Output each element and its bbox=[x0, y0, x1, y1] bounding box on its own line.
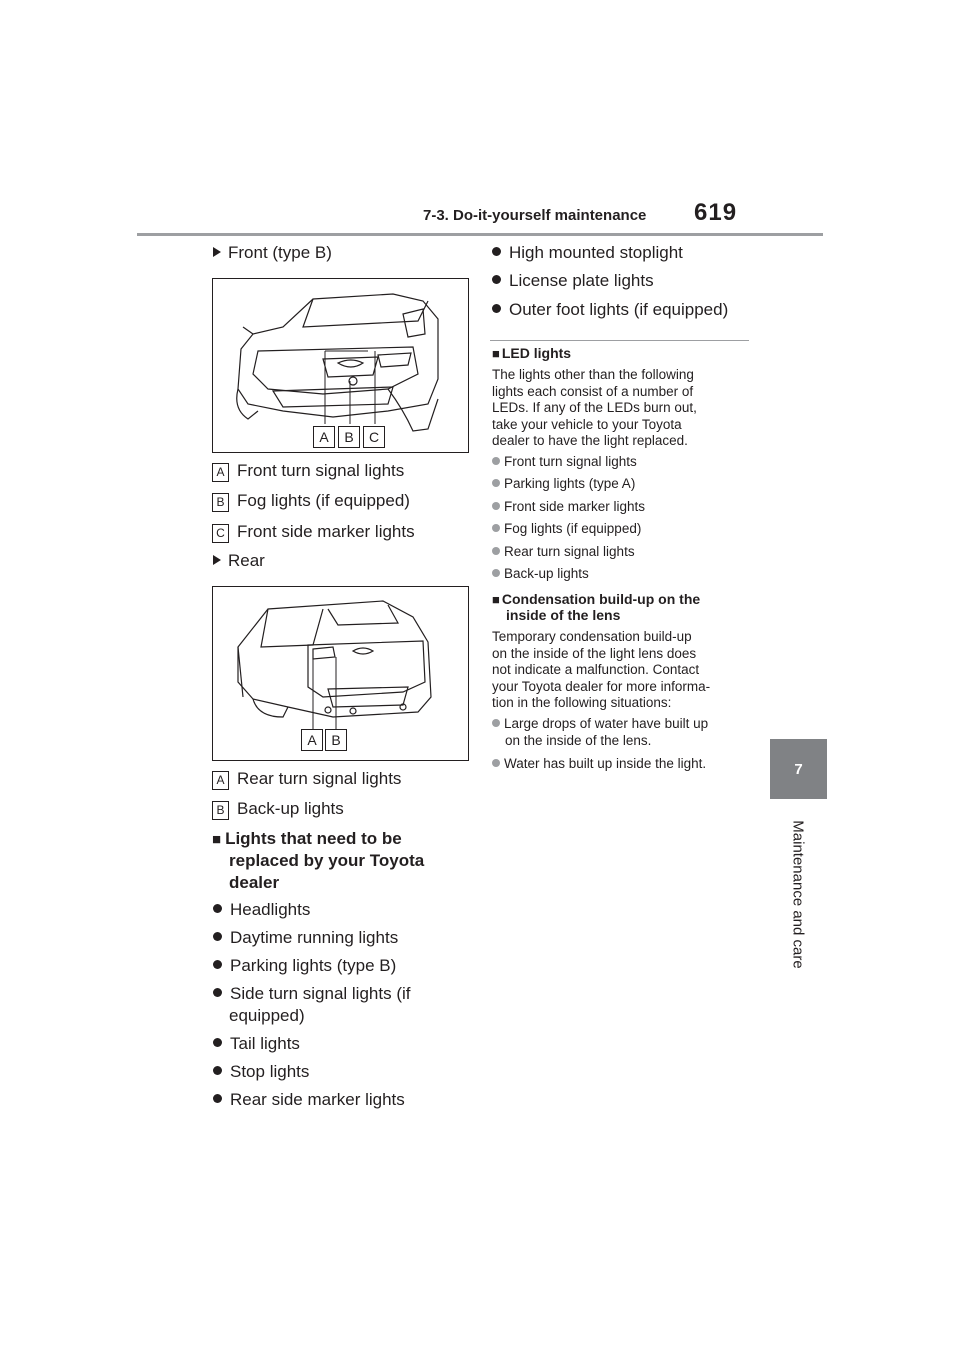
bullet-icon bbox=[492, 502, 500, 510]
bullet-icon bbox=[492, 247, 501, 256]
list-item: Parking lights (type A) bbox=[492, 476, 635, 493]
list-item: Back-up lights bbox=[492, 566, 589, 583]
callout-b: B bbox=[338, 426, 360, 448]
bullet-icon bbox=[213, 932, 222, 941]
callout-a: A bbox=[301, 729, 323, 751]
legend-item: C Front side marker lights bbox=[212, 522, 415, 543]
bullet-icon bbox=[213, 1094, 222, 1103]
dealer-heading-line3: dealer bbox=[229, 873, 280, 892]
led-paragraph: The lights other than the following lights each consist of a number of LEDs. If any of the LEDs burn out, take your vehicle to your Toyota dealer to have the light replaced. bbox=[492, 367, 697, 448]
list-item-cont: equipped) bbox=[229, 1006, 305, 1025]
list-item: Side turn signal lights (if bbox=[213, 984, 410, 1004]
bullet-icon bbox=[213, 1066, 222, 1075]
dealer-heading-line2: replaced by your Toyota bbox=[229, 851, 425, 870]
list-item: Water has built up inside the light. bbox=[492, 756, 706, 773]
legend-item: B Fog lights (if equipped) bbox=[212, 491, 410, 512]
condensation-heading: ■ Condensation build-up on the bbox=[492, 591, 701, 607]
bullet-icon bbox=[492, 524, 500, 532]
list-item: Large drops of water have built up bbox=[492, 716, 708, 733]
square-bullet-icon: ■ bbox=[492, 592, 500, 607]
header-divider bbox=[137, 233, 823, 236]
bullet-icon bbox=[492, 479, 500, 487]
page-number: 619 bbox=[694, 199, 738, 226]
rear-heading: Rear bbox=[213, 551, 265, 571]
list-item: Fog lights (if equipped) bbox=[492, 521, 641, 538]
section-title: 7-3. Do-it-yourself maintenance bbox=[423, 207, 647, 224]
bullet-icon bbox=[492, 275, 501, 284]
list-item: High mounted stoplight bbox=[492, 243, 683, 263]
chapter-tab[interactable] bbox=[770, 739, 827, 799]
condensation-paragraph: Temporary condensation build-up on the inside of the light lens does not indicate a malfunction. Contact your Toyota dealer for more informa- tion in the following situations: bbox=[492, 629, 711, 710]
list-item: Rear turn signal lights bbox=[492, 544, 635, 561]
chapter-number: 7 bbox=[794, 760, 803, 778]
bullet-icon bbox=[492, 457, 500, 465]
list-item: Tail lights bbox=[213, 1034, 300, 1054]
callout-c: C bbox=[363, 426, 385, 448]
bullet-icon bbox=[213, 988, 222, 997]
square-bullet-icon: ■ bbox=[212, 831, 222, 848]
bullet-icon bbox=[213, 904, 222, 913]
bullet-icon bbox=[492, 719, 500, 727]
condensation-heading-line2: inside of the lens bbox=[506, 607, 621, 623]
list-item: License plate lights bbox=[492, 271, 654, 291]
front-type-b-heading: Front (type B) bbox=[213, 243, 332, 263]
list-item: Parking lights (type B) bbox=[213, 956, 396, 976]
legend-item: B Back-up lights bbox=[212, 799, 344, 820]
legend-item: A Rear turn signal lights bbox=[212, 769, 401, 790]
list-item: Daytime running lights bbox=[213, 928, 398, 948]
callout-b: B bbox=[325, 729, 347, 751]
legend-item: A Front turn signal lights bbox=[212, 461, 404, 482]
led-heading: ■ LED lights bbox=[492, 345, 572, 361]
bullet-icon bbox=[492, 569, 500, 577]
list-item: Front side marker lights bbox=[492, 499, 645, 516]
bullet-icon bbox=[213, 1038, 222, 1047]
bullet-icon bbox=[492, 547, 500, 555]
triangle-bullet-icon bbox=[213, 555, 221, 565]
list-item: Headlights bbox=[213, 900, 310, 920]
list-item: Rear side marker lights bbox=[213, 1090, 405, 1110]
list-item: Outer foot lights (if equipped) bbox=[492, 300, 728, 320]
list-item: Front turn signal lights bbox=[492, 454, 637, 471]
dealer-heading: ■ Lights that need to be bbox=[212, 829, 402, 848]
chapter-label: Maintenance and care bbox=[789, 819, 807, 969]
bullet-icon bbox=[492, 759, 500, 767]
triangle-bullet-icon bbox=[213, 247, 221, 257]
bullet-icon bbox=[213, 960, 222, 969]
bullet-icon bbox=[492, 304, 501, 313]
section-divider bbox=[490, 340, 749, 341]
callout-a: A bbox=[313, 426, 335, 448]
list-item-cont: on the inside of the lens. bbox=[505, 733, 652, 748]
list-item: Stop lights bbox=[213, 1062, 309, 1082]
square-bullet-icon: ■ bbox=[492, 346, 500, 361]
